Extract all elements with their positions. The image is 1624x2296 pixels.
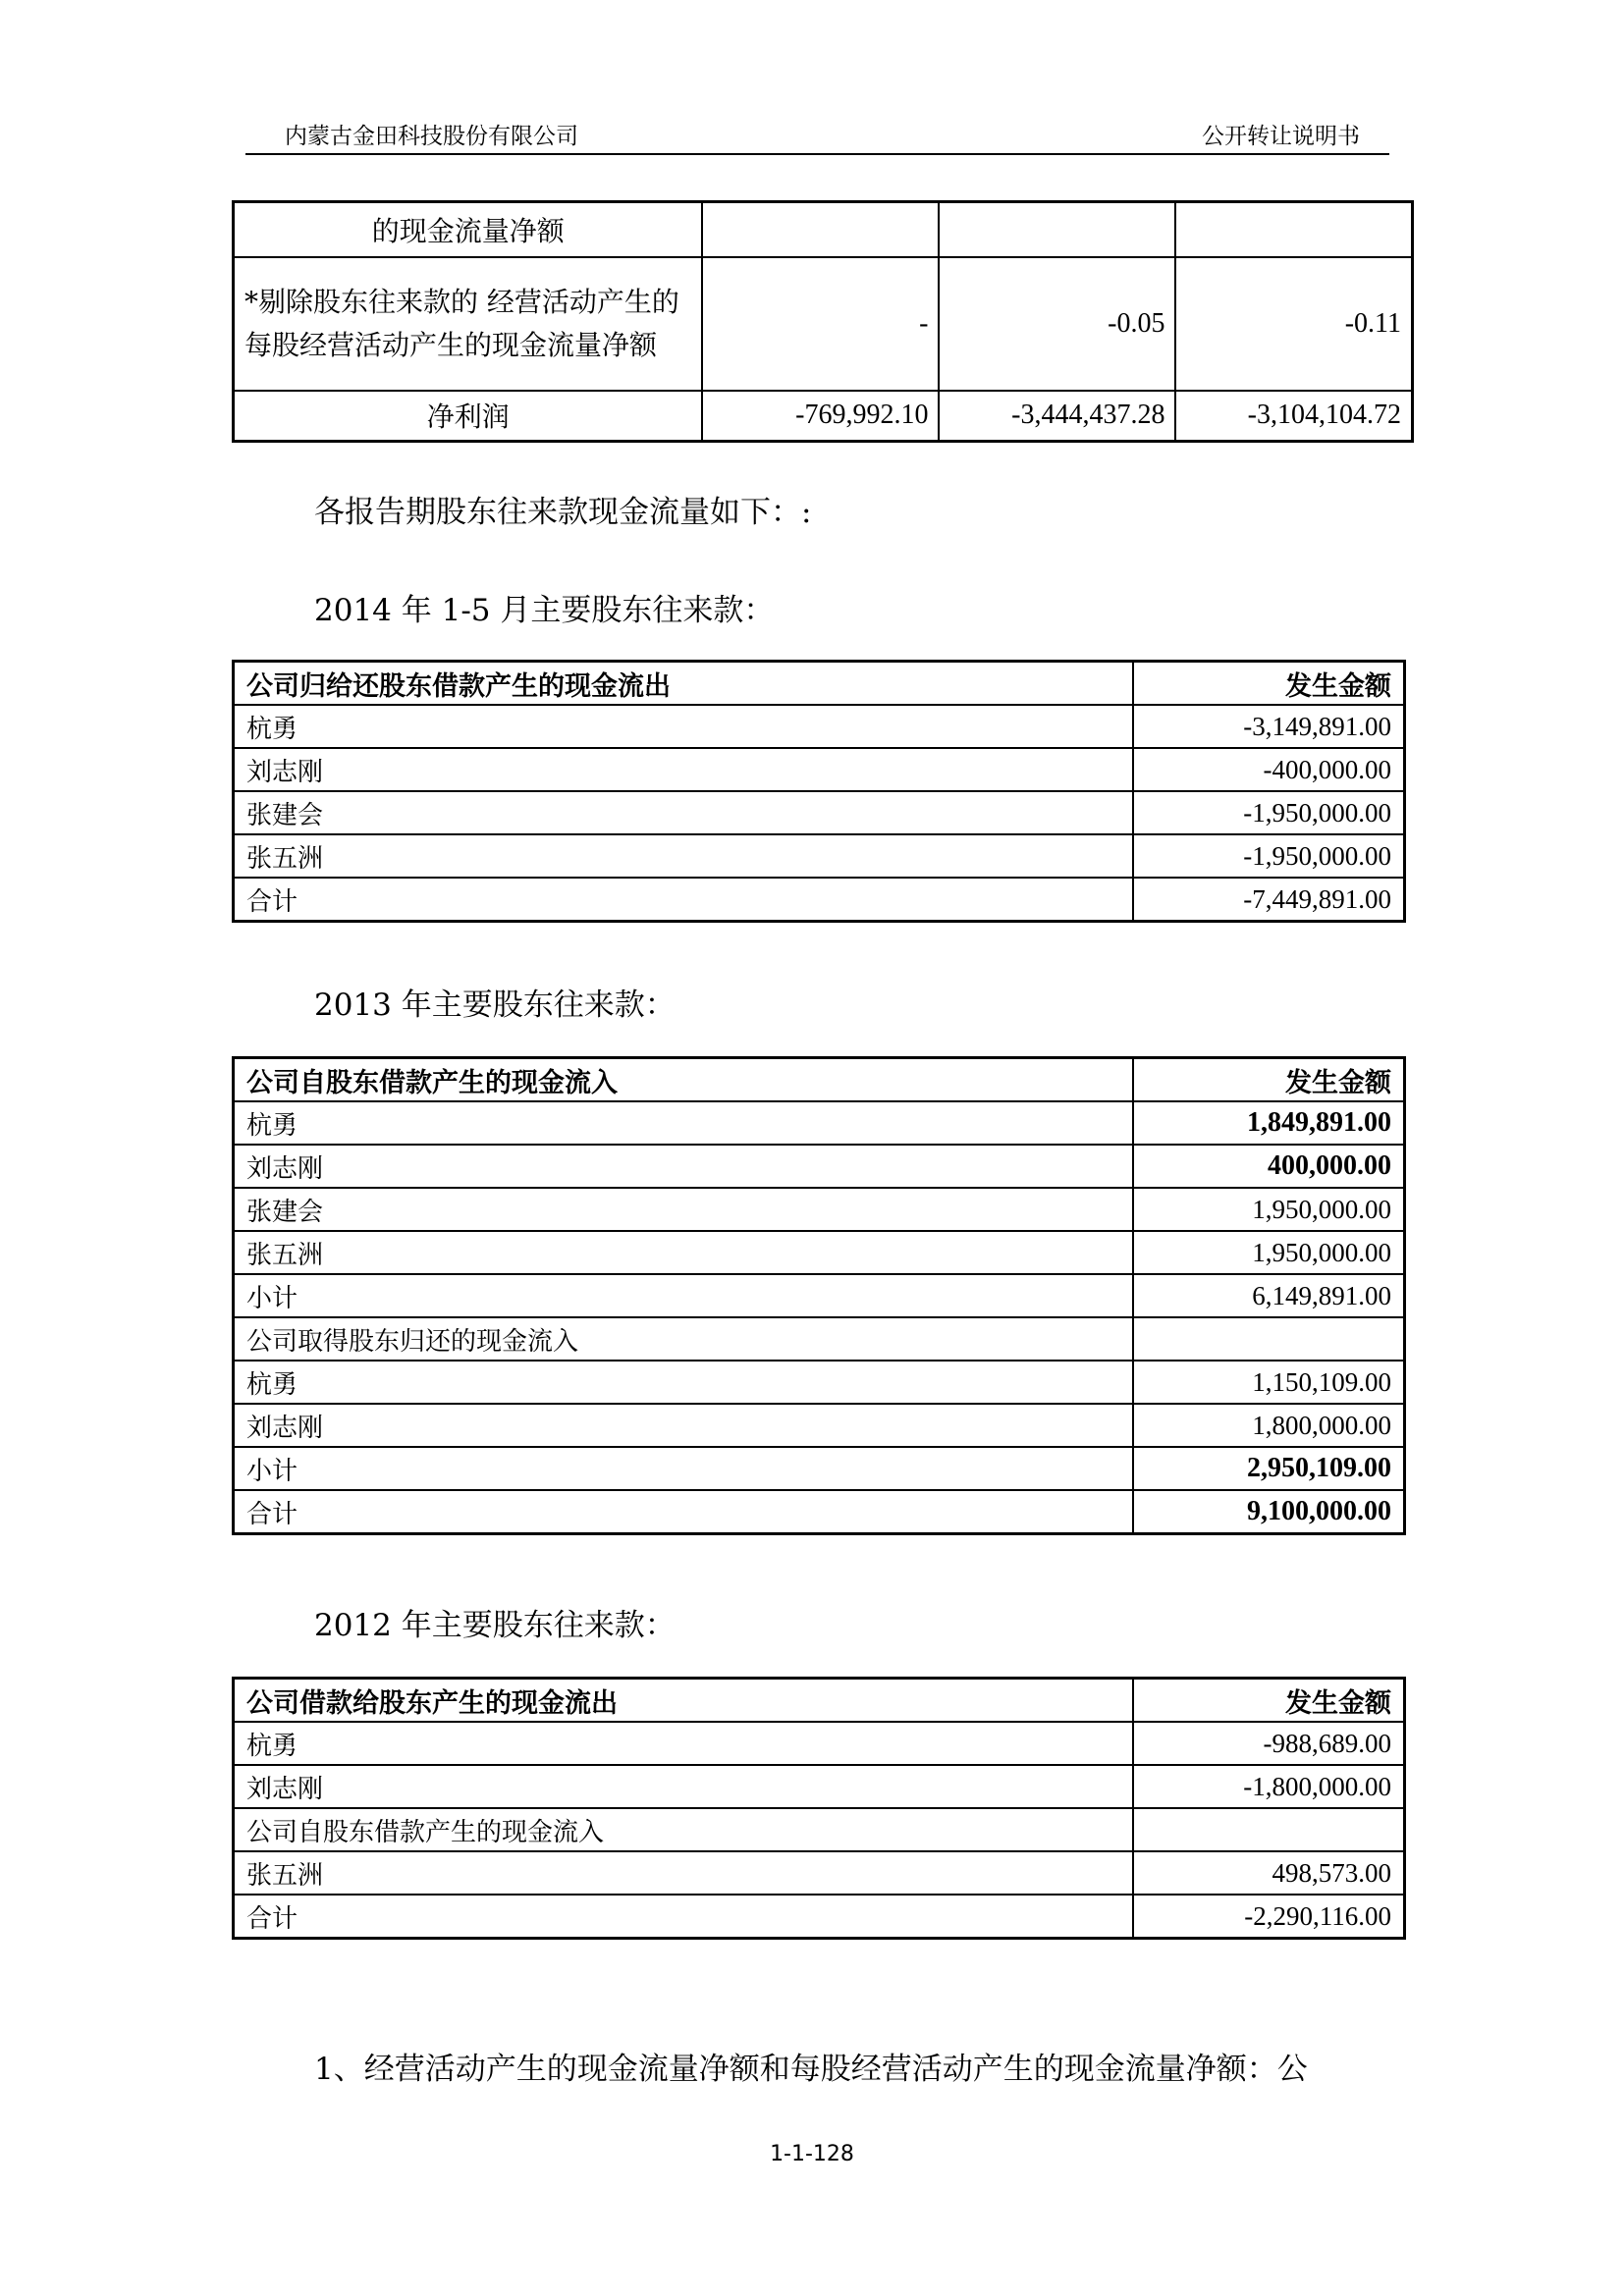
row-label: 公司取得股东归还的现金流入: [234, 1317, 1134, 1361]
page-number: 1-1-128: [770, 2142, 854, 2166]
row-amount: 6,149,891.00: [1133, 1274, 1405, 1317]
table-2014: [232, 660, 1406, 923]
table-row: [234, 1274, 1405, 1317]
row-amount: -2,290,116.00: [1133, 1895, 1405, 1939]
table-2013: [232, 1056, 1406, 1535]
row-label: 杭勇: [234, 1361, 1134, 1404]
table-row: [234, 1404, 1405, 1447]
cell-value: -3,444,437.28: [939, 391, 1175, 442]
table-row: [234, 1722, 1405, 1765]
cell-value: -769,992.10: [702, 391, 939, 442]
row-label: 合计: [234, 878, 1134, 922]
cell-value: [702, 202, 939, 257]
table-row: [234, 391, 1413, 442]
row-amount: 2,950,109.00: [1133, 1447, 1405, 1490]
company-name: 内蒙古金田科技股份有限公司: [285, 124, 578, 149]
row-amount: 498,573.00: [1133, 1851, 1405, 1895]
cell-value: -0.05: [939, 257, 1175, 391]
cell-value: [1175, 202, 1412, 257]
row-label: 刘志刚: [234, 1145, 1134, 1188]
table-row: [234, 791, 1405, 834]
table-2012: [232, 1677, 1406, 1940]
table-row: [234, 257, 1413, 391]
table-row: [234, 705, 1405, 748]
paragraph-closing: 1、经营活动产生的现金流量净额和每股经营活动产生的现金流量净额：公: [314, 2052, 1308, 2087]
row-label: 小计: [234, 1447, 1134, 1490]
header-label: 公司自股东借款产生的现金流入: [234, 1058, 1134, 1102]
row-label: 张五洲: [234, 1851, 1134, 1895]
row-label: 合计: [234, 1490, 1134, 1534]
row-amount: [1133, 1808, 1405, 1851]
table-row: [234, 1851, 1405, 1895]
row-amount: 1,849,891.00: [1133, 1101, 1405, 1145]
row-label: 净利润: [234, 391, 703, 442]
row-label: *剔除股东往来款的 经营活动产生的每股经营活动产生的现金流量净额: [234, 257, 703, 391]
row-amount: -1,950,000.00: [1133, 791, 1405, 834]
table-row: [234, 1317, 1405, 1361]
table-header-row: [234, 1058, 1405, 1102]
table-header-row: [234, 662, 1405, 706]
cell-value: -: [702, 257, 939, 391]
row-amount: 1,950,000.00: [1133, 1231, 1405, 1274]
cell-value: [939, 202, 1175, 257]
table-row: [234, 878, 1405, 922]
header-label: 公司归给还股东借款产生的现金流出: [234, 662, 1134, 706]
row-amount: -1,950,000.00: [1133, 834, 1405, 878]
row-label: 张建会: [234, 1188, 1134, 1231]
row-label: 张五洲: [234, 834, 1134, 878]
header-label: 公司借款给股东产生的现金流出: [234, 1679, 1134, 1723]
heading-2013: 2013 年主要股东往来款：: [314, 988, 676, 1023]
heading-2012: 2012 年主要股东往来款：: [314, 1608, 676, 1643]
row-amount: -1,800,000.00: [1133, 1765, 1405, 1808]
table-row: [234, 1447, 1405, 1490]
row-label: 刘志刚: [234, 748, 1134, 791]
row-amount: 400,000.00: [1133, 1145, 1405, 1188]
row-label: 刘志刚: [234, 1404, 1134, 1447]
table-row: [234, 1188, 1405, 1231]
table-row: [234, 1145, 1405, 1188]
cell-value: -0.11: [1175, 257, 1412, 391]
header-amount: 发生金额: [1133, 1679, 1405, 1723]
table-row: [234, 202, 1413, 257]
table-row: [234, 1361, 1405, 1404]
row-amount: -7,449,891.00: [1133, 878, 1405, 922]
header-amount: 发生金额: [1133, 662, 1405, 706]
row-label: 杭勇: [234, 1722, 1134, 1765]
row-label: 张建会: [234, 791, 1134, 834]
row-label: 的现金流量净额: [234, 202, 703, 257]
table-row: [234, 748, 1405, 791]
table-row: [234, 1101, 1405, 1145]
row-amount: 1,150,109.00: [1133, 1361, 1405, 1404]
row-label: 合计: [234, 1895, 1134, 1939]
row-amount: 1,800,000.00: [1133, 1404, 1405, 1447]
row-amount: -988,689.00: [1133, 1722, 1405, 1765]
table-row: [234, 834, 1405, 878]
cash-flow-summary-table: [232, 200, 1414, 443]
row-label: 刘志刚: [234, 1765, 1134, 1808]
table-row: [234, 1231, 1405, 1274]
page-header: [245, 110, 1389, 155]
row-label: 小计: [234, 1274, 1134, 1317]
row-label: 杭勇: [234, 1101, 1134, 1145]
cell-value: -3,104,104.72: [1175, 391, 1412, 442]
row-amount: 9,100,000.00: [1133, 1490, 1405, 1534]
row-amount: 1,950,000.00: [1133, 1188, 1405, 1231]
table-row: [234, 1808, 1405, 1851]
heading-2014: 2014 年 1-5 月主要股东往来款：: [314, 593, 775, 628]
row-amount: -3,149,891.00: [1133, 705, 1405, 748]
row-label: 张五洲: [234, 1231, 1134, 1274]
row-amount: -400,000.00: [1133, 748, 1405, 791]
row-label: 杭勇: [234, 705, 1134, 748]
table-row: [234, 1765, 1405, 1808]
paragraph-intro: 各报告期股东往来款现金流量如下：:: [314, 495, 812, 530]
row-amount: [1133, 1317, 1405, 1361]
row-label: 公司自股东借款产生的现金流入: [234, 1808, 1134, 1851]
table-row: [234, 1490, 1405, 1534]
table-row: [234, 1895, 1405, 1939]
table-header-row: [234, 1679, 1405, 1723]
header-amount: 发生金额: [1133, 1058, 1405, 1102]
document-type: 公开转让说明书: [1202, 124, 1360, 149]
